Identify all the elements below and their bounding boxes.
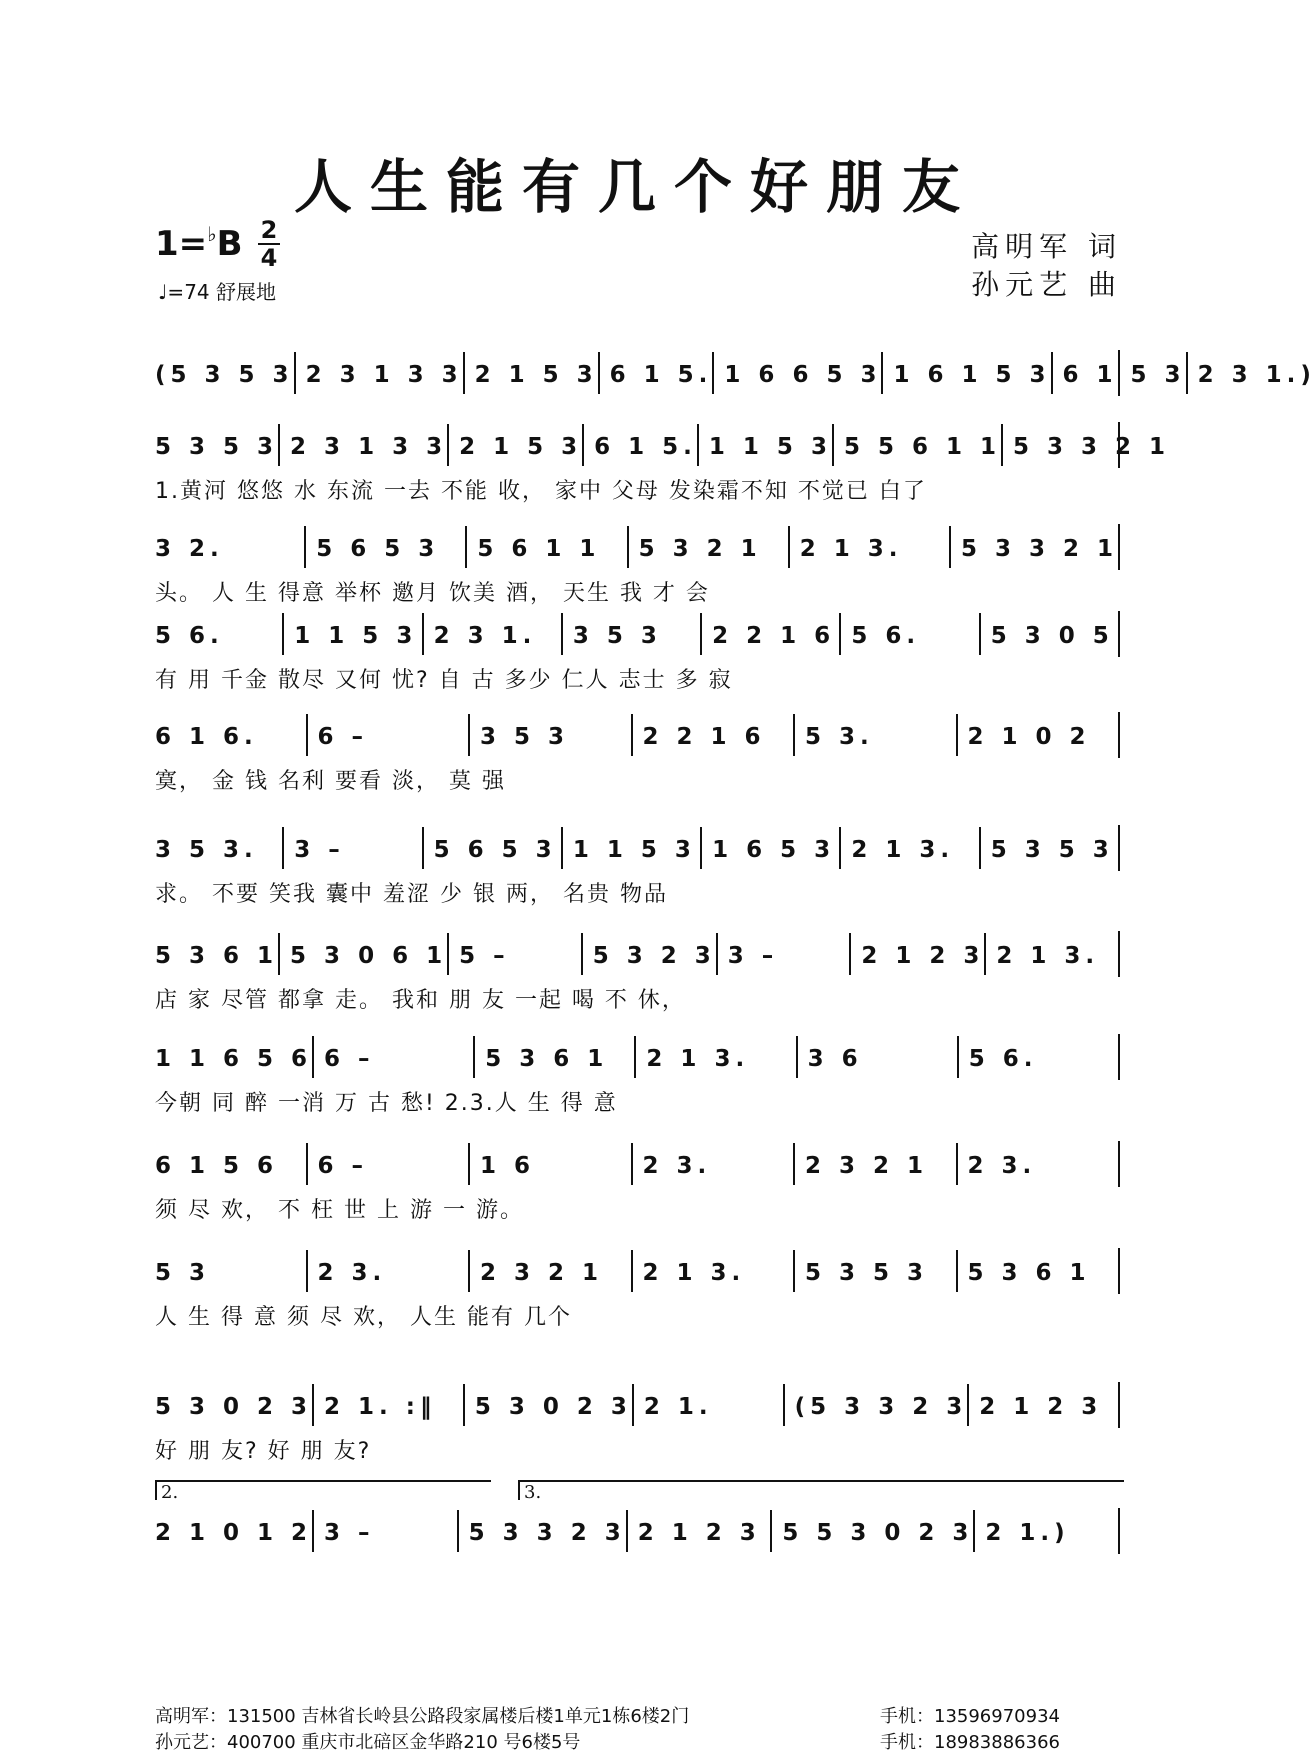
credits (971, 228, 1122, 304)
lyric-line: 头。 人 生 得意 举杯 邀月 饮美 酒， 天生 我 才 会 (155, 581, 710, 606)
measure: 2 1. (632, 1384, 783, 1426)
notes-line (155, 422, 1171, 468)
notes-line (155, 1382, 1120, 1428)
time-signature (258, 218, 280, 270)
measure: 2 2 1 6 (631, 714, 794, 756)
measure: 5 3 0 2 3 (155, 1394, 313, 1420)
measure: 5 6 1 1 (465, 526, 626, 568)
measure: 5 3 3 2 1 (949, 526, 1118, 568)
measure: 6 1 5. (598, 352, 713, 394)
measure: 2 1. :‖ (312, 1384, 463, 1426)
measure: 5 5 6 1 1 (832, 424, 1001, 466)
measure: 5 3 2 3 (581, 933, 716, 975)
measure: 2 3. (956, 1143, 1119, 1185)
measure: 2 1 2 3 (626, 1510, 771, 1552)
time-signature-bottom: 4 (260, 244, 278, 272)
measure: 2 1 0 1 2 (155, 1520, 313, 1546)
lyric-line: 须 尽 欢， 不 枉 世 上 游 一 游。 (155, 1198, 524, 1223)
measure: 6 – (312, 1036, 473, 1078)
footer-address-2: 孙元艺：400700 重庆市北碚区金华路210 号6楼5号 (155, 1732, 581, 1753)
measure: 3 5 3. (155, 837, 258, 863)
measure: 1 1 5 3 (561, 827, 700, 869)
lyric-line: 1.黄河 悠悠 水 东流 一去 不能 收， 家中 父母 发染霜不知 不觉已 白了 (155, 479, 927, 504)
measure: 6 1 5 3 (1051, 352, 1186, 394)
measure: 2 1 2 3 (967, 1384, 1118, 1426)
measure: 2 3. (631, 1143, 794, 1185)
notes-line (155, 1141, 1120, 1187)
measure: 2 3 1. (422, 613, 561, 655)
notes-line (155, 1508, 1120, 1554)
notes-line (155, 712, 1120, 758)
footer-phone-1: 手机：13596970934 (880, 1706, 1060, 1727)
notes-line (155, 825, 1120, 871)
measure: 6 – (306, 714, 469, 756)
measure: 5 6. (155, 623, 224, 649)
measure: 5 6. (957, 1036, 1118, 1078)
measure: 1 6 1 5 3 (881, 352, 1050, 394)
lyricist-credit: 高明军 词 (971, 230, 1122, 263)
measure: 6 1 5. (582, 424, 697, 466)
key-signature (155, 222, 243, 264)
measure: 5 3 6 1 (473, 1036, 634, 1078)
footer-phone-2: 手机：18983886366 (880, 1732, 1060, 1753)
measure: 3 – (312, 1510, 457, 1552)
measure: 3 – (716, 933, 850, 975)
measure: 5 – (447, 933, 581, 975)
measure: 3 2. (155, 536, 224, 562)
notes-line (155, 1248, 1120, 1294)
measure: 5 3 3 2 3 (457, 1510, 626, 1552)
measure: 2 1 3. (788, 526, 949, 568)
measure: 3 – (282, 827, 421, 869)
lyric-line: 好 朋 友? 好 朋 友? (155, 1439, 372, 1464)
score-row (155, 1248, 1120, 1330)
measure: 5 3 0 2 3 (463, 1384, 632, 1426)
time-signature-top: 2 (260, 216, 278, 244)
score-row (155, 1382, 1120, 1464)
notes-line (155, 524, 1120, 570)
measure: 2 1 3. (634, 1036, 795, 1078)
score-row (155, 931, 1120, 1013)
measure: 2 3 2 1 (468, 1250, 631, 1292)
measure: 5 6. (839, 613, 978, 655)
measure: 2 1 3. (839, 827, 978, 869)
measure: 1 6 5 3 (700, 827, 839, 869)
measure: 1 1 5 3 (697, 424, 832, 466)
measure: 6 1 5 6 (155, 1153, 279, 1179)
measure: 2 1 3. (631, 1250, 794, 1292)
volta-second-label: 3. (524, 1482, 542, 1503)
measure: 5 6 5 3 (422, 827, 561, 869)
measure: 5 3 3 2 1 (1001, 424, 1170, 466)
measure: 5 5 3 0 2 3 (770, 1510, 973, 1552)
lyric-line: 求。 不要 笑我 囊中 羞涩 少 银 两， 名贵 物品 (155, 882, 668, 907)
score-row (155, 1034, 1120, 1116)
score-row (155, 422, 1171, 504)
measure: 6 1 6. (155, 724, 258, 750)
volta-first-label: 2. (161, 1482, 179, 1503)
song-title: 人生能有几个好朋友 (293, 153, 978, 221)
score-row (155, 712, 1120, 794)
notes-line (155, 350, 1316, 396)
measure: (5 3 5 3 (155, 362, 294, 388)
measure: 2 1 2 3 (849, 933, 984, 975)
score-row (155, 825, 1120, 907)
volta-first (155, 1480, 491, 1503)
measure: 2 1 5 3 (463, 352, 598, 394)
score-row (155, 1141, 1120, 1223)
measure: 2 3 1.) (1186, 352, 1316, 394)
measure: 5 3 5 3 (793, 1250, 956, 1292)
tempo-marking: ♩=74 舒展地 (158, 280, 276, 304)
score-row (155, 524, 1120, 606)
lyric-line: 今朝 同 醉 一消 万 古 愁! 2.3.人 生 得 意 (155, 1091, 618, 1116)
measure: 2 3 1 3 3 (278, 424, 447, 466)
lyric-line: 人 生 得 意 须 尽 欢， 人生 能有 几个 (155, 1305, 572, 1330)
score-row (155, 1508, 1120, 1554)
measure: (5 3 3 2 3 (783, 1384, 968, 1426)
measure: 2 3 2 1 (793, 1143, 956, 1185)
measure: 1 1 5 3 (282, 613, 421, 655)
notes-line (155, 611, 1120, 657)
measure: 5 3 5 3 (155, 434, 279, 460)
measure: 5 3 2 1 (627, 526, 788, 568)
measure: 1 6 (468, 1143, 631, 1185)
measure: 1 6 6 5 3 (712, 352, 881, 394)
measure: 3 5 3 (561, 613, 700, 655)
measure: 5 3 5 3 (979, 827, 1118, 869)
measure: 5 3 6 1 (956, 1250, 1119, 1292)
measure: 2 2 1 6 (700, 613, 839, 655)
notes-line (155, 931, 1120, 977)
measure: 5 6 5 3 (304, 526, 465, 568)
score-row (155, 350, 1316, 396)
measure: 2 1 5 3 (447, 424, 582, 466)
lyric-line: 寞， 金 钱 名利 要看 淡， 莫 强 (155, 769, 506, 794)
measure: 5 3 6 1 (155, 943, 279, 969)
volta-second (518, 1480, 1124, 1503)
composer-credit: 孙元艺 曲 (971, 268, 1122, 301)
score-row (155, 611, 1120, 693)
footer-address-1: 高明军：131500 吉林省长岭县公路段家属楼后楼1单元1栋6楼2门 (155, 1706, 690, 1727)
lyric-line: 有 用 千金 散尽 又何 忧? 自 古 多少 仁人 志士 多 寂 (155, 668, 733, 693)
measure: 2 1.) (973, 1510, 1118, 1552)
key-note: B (216, 224, 243, 264)
measure: 3 6 (796, 1036, 957, 1078)
measure: 5 3 (155, 1260, 211, 1286)
flat-sign: ♭ (207, 222, 217, 246)
measure: 5 3 0 6 1 (278, 933, 447, 975)
measure: 5 3 0 5 (979, 613, 1118, 655)
measure: 3 5 3 (468, 714, 631, 756)
measure: 2 3 1 3 3 (294, 352, 463, 394)
key-prefix: 1= (155, 224, 208, 264)
notes-line (155, 1034, 1120, 1080)
measure: 6 – (306, 1143, 469, 1185)
lyric-line: 店 家 尽管 都拿 走。 我和 朋 友 一起 喝 不 休， (155, 988, 686, 1013)
measure: 2 1 0 2 (956, 714, 1119, 756)
measure: 2 1 3. (984, 933, 1118, 975)
measure: 1 1 6 5 6 (155, 1046, 313, 1072)
measure: 2 3. (306, 1250, 469, 1292)
measure: 5 3. (793, 714, 956, 756)
